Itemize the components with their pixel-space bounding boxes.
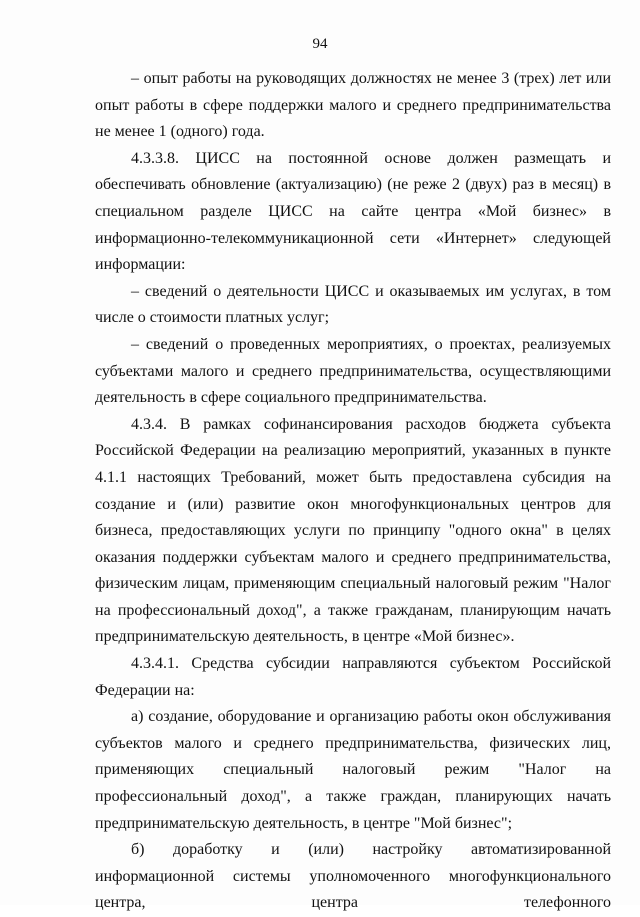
paragraph-events-info: – сведений о проведенных мероприятиях, о проектах, реализуемых субъектами малого и среднего предпринимательства, осуществляющими деятельность в сфере социального предпринимательства. (95, 335, 611, 407)
paragraph-ciss-activity-info: – сведений о деятельности ЦИСС и оказываемых им услугах, в том числе о стоимости платных услуг; (95, 282, 611, 327)
document-body (95, 66, 611, 917)
paragraph-4-3-4-1: 4.3.4.1. Средства субсидии направляются субъектом Российской Федерации на: (95, 655, 611, 699)
paragraph-item-b: б) доработку и (или) настройку автоматизированной информационной системы уполномоченного многофункционального центра, центра телефонного (95, 841, 611, 912)
paragraph-item-a: а) создание, оборудование и организацию работы окон обслуживания субъектов малого и среднего предпринимательства, физических лиц, применяющих специальный налоговый режим "Налог на профессиональный доход", а также граждан, планирующих начать предпринимательскую деятельность, в центре "Мой бизнес"; (95, 708, 611, 832)
paragraph-work-experience: – опыт работы на руководящих должностях не менее 3 (трех) лет или опыт работы в сфере поддержки малого и среднего предпринимательства не менее 1 (одного) года. (95, 70, 611, 141)
page-number: 94 (312, 36, 328, 52)
paragraph-4-3-3-8: 4.3.3.8. ЦИСС на постоянной основе должен размещать и обеспечивать обновление (актуализацию) (не реже 2 (двух) раз в месяц) в специальном разделе ЦИСС на сайте центра «Мой бизнес» в информационно-телекоммуникационной сети «Интернет» следующей информации: (95, 149, 611, 274)
paragraph-4-3-4: 4.3.4. В рамках софинансирования расходов бюджета субъекта Российской Федерации на реализацию мероприятий, указанных в пункте 4.1.1 настоящих Требований, может быть предоставлена субсидия на создание и (или) развитие окон многофункциональных центров для бизнеса, предоставляющих услуги по принципу "одного окна" в целях оказания поддержки субъектам малого и среднего предпринимательства, физическим лицам, применяющим специальный налоговый режим "Налог на профессиональный доход", а также гражданам, планирующим начать предпринимательскую деятельность, в центре «Мой бизнес». (95, 415, 611, 646)
